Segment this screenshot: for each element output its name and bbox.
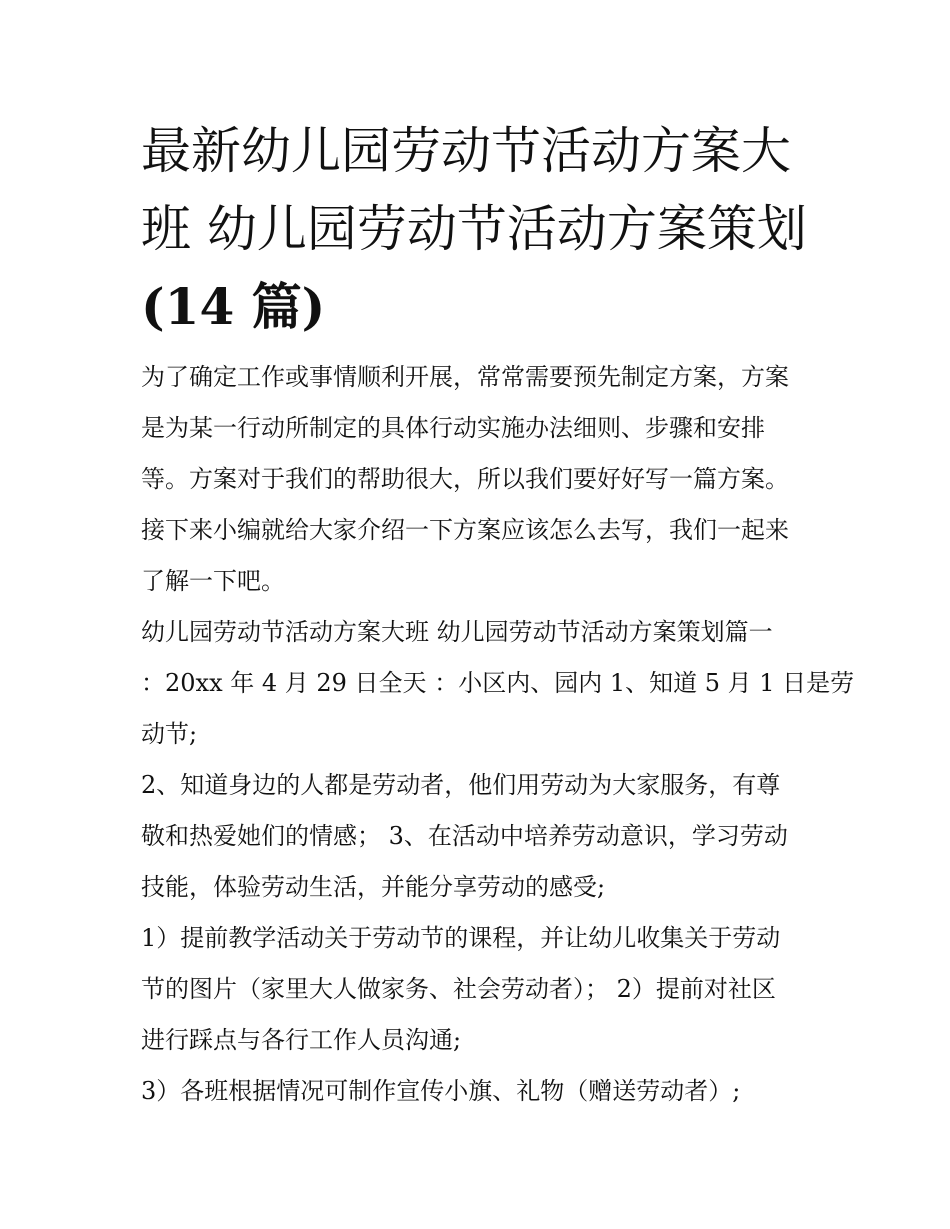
- body-line: 敬和热爱她们的情感； 3、在活动中培养劳动意识，学习劳动: [141, 822, 788, 850]
- body-line: 接下来小编就给大家介绍一下方案应该怎么去写，我们一起来: [141, 516, 789, 544]
- body-line: 动节;: [141, 720, 198, 748]
- document-body: [141, 352, 855, 1117]
- body-line: 进行踩点与各行工作人员沟通;: [141, 1026, 462, 1054]
- body-line: 1）提前教学活动关于劳动节的课程，并让幼儿收集关于劳动: [141, 924, 781, 952]
- body-line: 为了确定工作或事情顺利开展，常常需要预先制定方案，方案: [141, 363, 789, 391]
- body-line: 节的图片（家里大人做家务、社会劳动者）； 2）提前对社区: [141, 975, 776, 1003]
- document-content: [141, 112, 855, 1117]
- body-line: 了解一下吧。: [141, 567, 285, 595]
- title-line: 最新幼儿园劳动节活动方案大: [141, 122, 791, 180]
- document-title: [141, 112, 821, 346]
- body-line: ：20xx 年 4 月 29 日全天 ：小区内、园内 1、知道 5 月 1 日是劳: [141, 669, 855, 697]
- body-line: 2、知道身边的人都是劳动者，他们用劳动为大家服务，有尊: [141, 771, 781, 799]
- title-line: 班 幼儿园劳动节活动方案策划: [141, 200, 807, 258]
- title-line: (14 篇): [141, 277, 326, 336]
- body-line: 3）各班根据情况可制作宣传小旗、礼物（赠送劳动者）;: [141, 1077, 741, 1105]
- body-line: 技能，体验劳动生活，并能分享劳动的感受;: [141, 873, 606, 901]
- body-line: 幼儿园劳动节活动方案大班 幼儿园劳动节活动方案策划篇一: [141, 618, 773, 646]
- body-line: 是为某一行动所制定的具体行动实施办法细则、步骤和安排: [141, 414, 765, 442]
- body-line: 等。方案对于我们的帮助很大，所以我们要好好写一篇方案。: [141, 465, 789, 493]
